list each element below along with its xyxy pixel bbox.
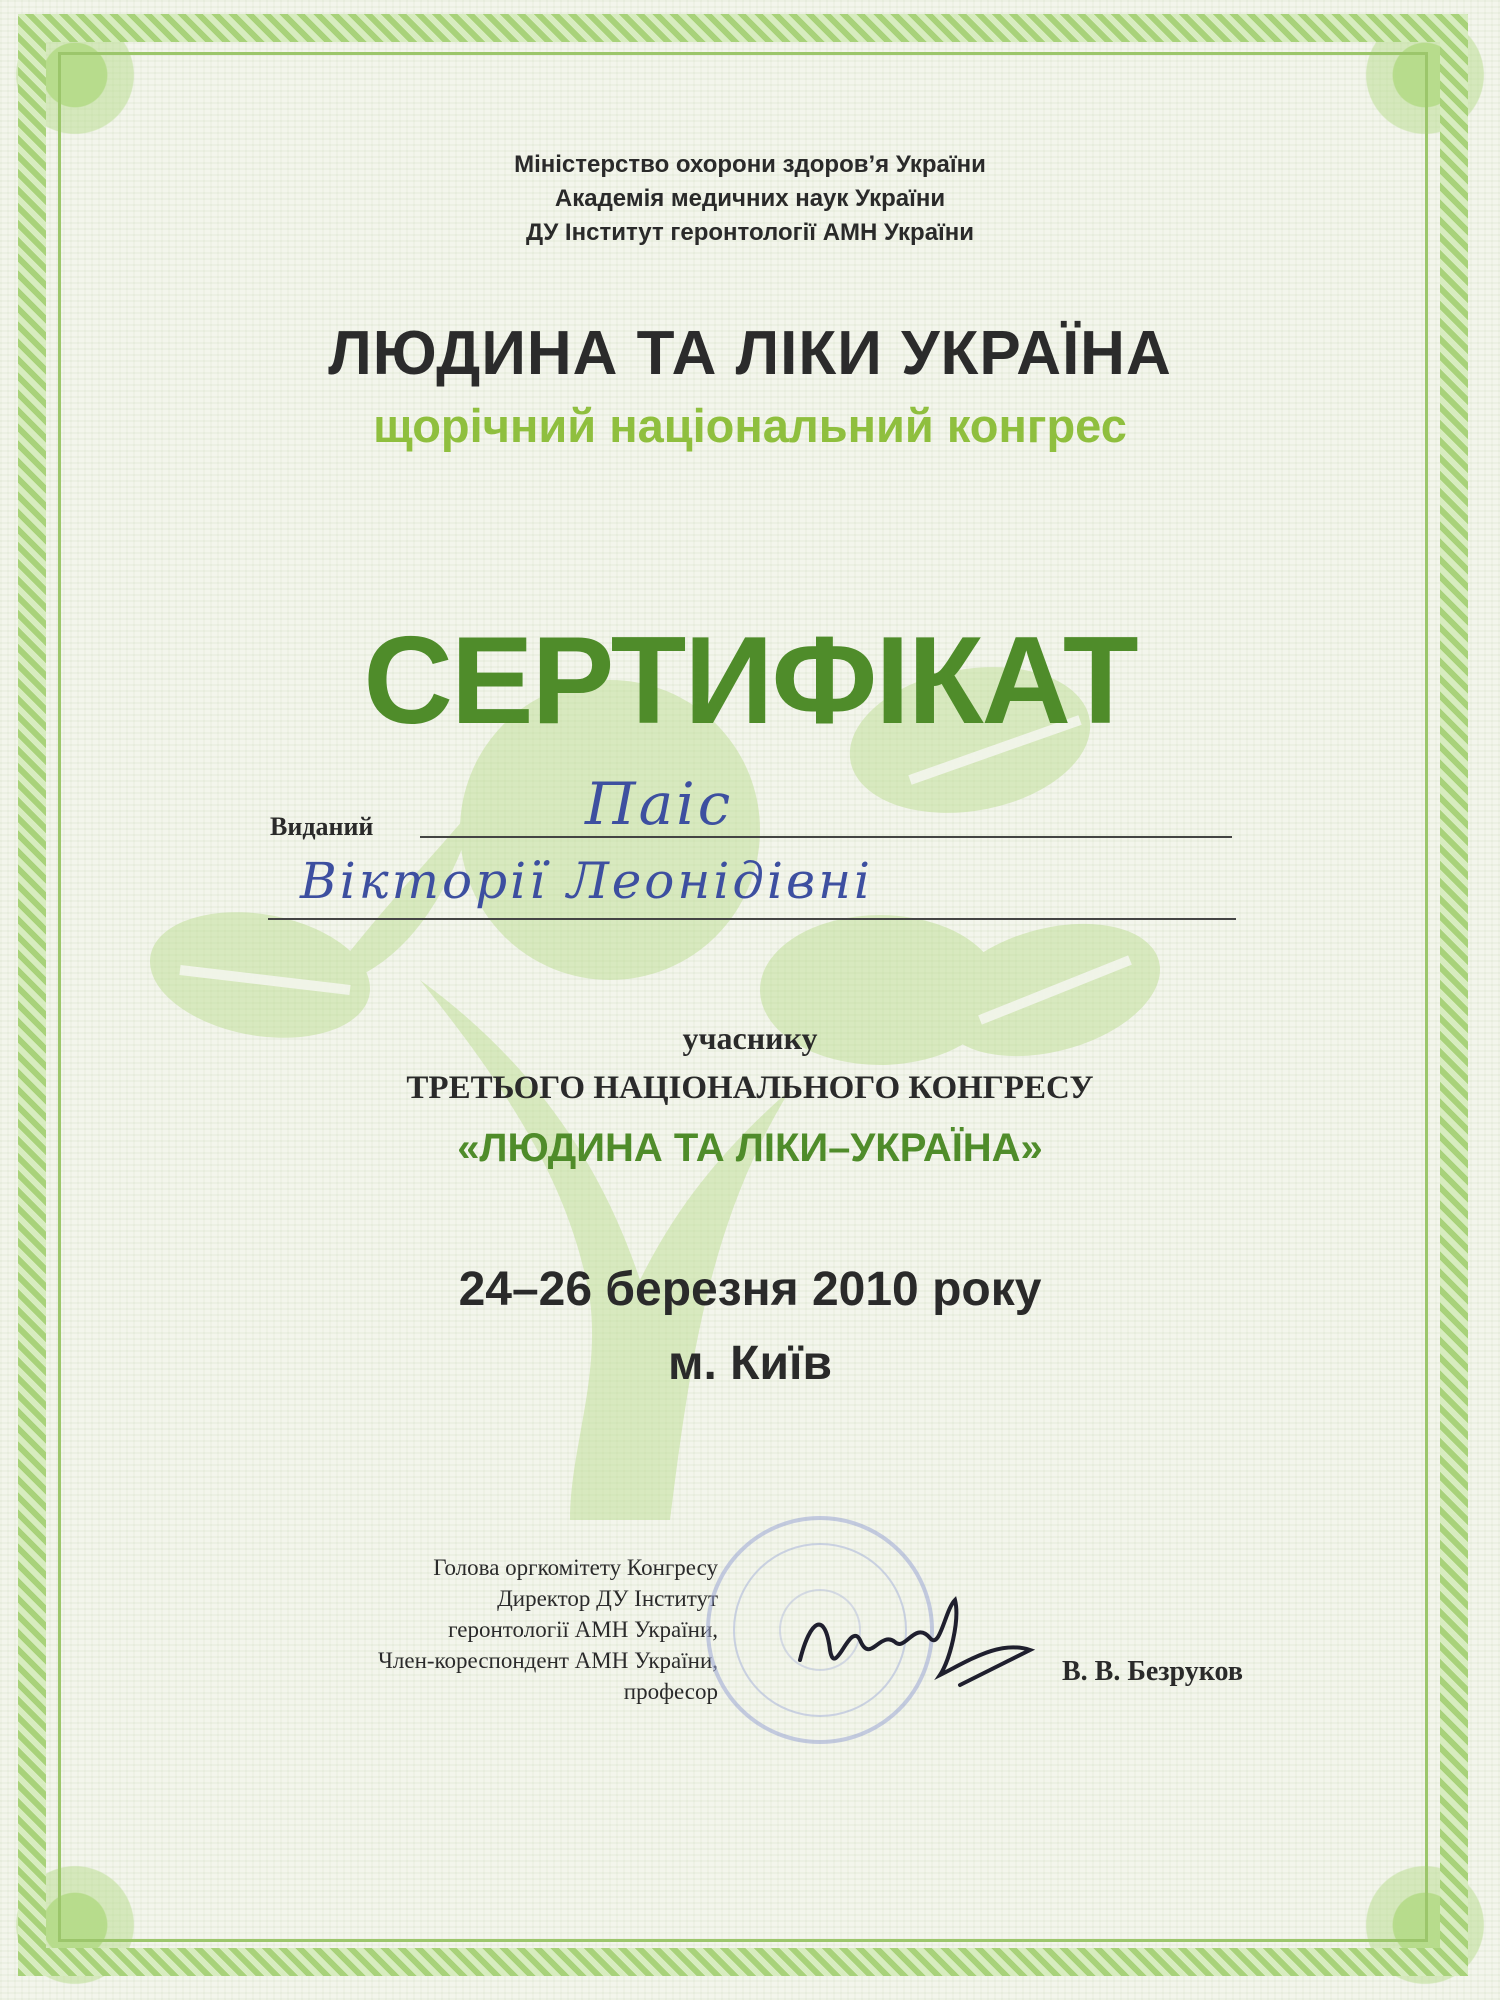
handwritten-signature — [780, 1580, 1040, 1700]
signatory-title-4: Член-кореспондент АМН України, — [377, 1648, 718, 1673]
congress-title: ЛЮДИНА ТА ЛІКИ УКРАЇНА — [328, 319, 1172, 388]
participant-label: учаснику — [682, 1020, 818, 1056]
issuer-ministry: Міністерство охорони здоров’я України — [514, 151, 986, 178]
signatory-title-1: Голова оргкомітету Конгресу — [433, 1555, 718, 1580]
congress-subtitle: щорічний національний конгрес — [373, 399, 1127, 452]
congress-name: ТРЕТЬОГО НАЦІОНАЛЬНОГО КОНГРЕСУ — [406, 1070, 1094, 1106]
congress-quote: «ЛЮДИНА ТА ЛІКИ–УКРАЇНА» — [457, 1126, 1043, 1170]
recipient-line-1 — [420, 836, 1232, 838]
issuer-academy: Академія медичних наук України — [554, 185, 946, 212]
signatory-title-5: професор — [623, 1679, 718, 1704]
issuing-organizations — [0, 148, 1500, 250]
certificate-title: СЕРТИФІКАТ — [363, 612, 1137, 750]
signatory-title-2: Директор ДУ Інститут — [497, 1586, 718, 1611]
recipient-surname-handwritten: Паіс — [585, 770, 734, 838]
recipient-name-handwritten: Вікторії Леонідівні — [300, 852, 874, 910]
congress-dates: 24–26 березня 2010 року — [458, 1263, 1042, 1316]
issued-label: Виданий — [270, 812, 374, 841]
signatory-name: В. В. Безруков — [1062, 1656, 1243, 1687]
recipient-line-2 — [268, 918, 1236, 920]
signatory-titles — [378, 1552, 718, 1707]
signatory-title-3: геронтології АМН України, — [448, 1617, 718, 1642]
issuer-institute: ДУ Інститут геронтології АМН України — [525, 219, 975, 246]
congress-city: м. Київ — [668, 1337, 832, 1390]
